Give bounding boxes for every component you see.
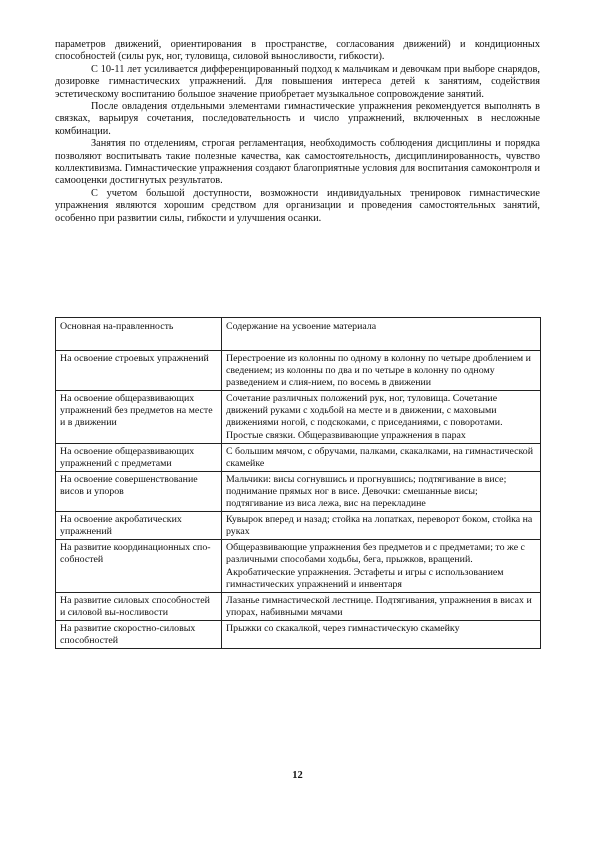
header-direction: Основная на-правленность [56,318,222,351]
body-text [55,39,540,225]
table-row [56,443,541,471]
content-cell: Общеразвивающие упражнения без предметов и с предметами; то же с различными способами ходьбы, бега, прыжков, вращений. Акробатические упражнения. Эстафеты и игры с использованием гимнастических упражнений и инвентаря [222,540,541,592]
direction-cell: На освоение общеразвивающих упражнений с предметами [56,443,222,471]
content-cell: С большим мячом, с обручами, палками, скакалками, на гимнастической скамейке [222,443,541,471]
content-table [55,317,541,649]
content-cell: Лазанье гимнастической лестнице. Подтягивания, упражнения в висах и упорах, набивными мячами [222,592,541,620]
direction-cell: На развитие координационных спо-собностей [56,540,222,592]
content-cell: Прыжки со скакалкой, через гимнастическую скамейку [222,620,541,648]
table-row [56,512,541,540]
header-content: Содержание на усвоение материала [222,318,541,351]
table-row [56,592,541,620]
content-cell: Мальчики: висы согнувшись и прогнувшись; подтягивание в висе; поднимание прямых ног в висе. Девочки: смешанные висы; подтягивание из виса лежа, вис на перекладине [222,471,541,511]
paragraph: параметров движений, ориентирования в пространстве, согласования движений) и кондиционных способностей (силы рук, ног, туловища, силовой выносливости, гибкости). [55,39,540,63]
table-row [56,540,541,592]
paragraph: Занятия по отделениям, строгая регламентация, необходимость соблюдения дисциплины и порядка позволяют воспитывать такие полезные качества, как самостоятельность, дисциплинированность, чувство коллективизма. Гимнастические упражнения создают благоприятные условия для воспитания самоконтроля и самооценки достигнутых результатов. [55,138,540,187]
content-cell: Перестроение из колонны по одному в колонну по четыре дроблением и сведением; из колонны по два и по четыре в колонну по одному разведением и слия-нием, по восемь в движении [222,351,541,391]
paragraph: С учетом большой доступности, возможности индивидуальных тренировок гимнастические упражнения являются хорошим средством для организации и проведения самостоятельных занятий, особенно при развитии силы, гибкости и улучшения осанки. [55,187,540,224]
direction-cell: На развитие силовых способностей и силовой вы-носливости [56,592,222,620]
paragraph: После овладения отдельными элементами гимнастические упражнения рекомендуется выполнять в связках, варьируя сочетания, последовательность и число упражнений, включенных в несложные комбинации. [55,101,540,137]
paragraph: С 10-11 лет усиливается дифференцированный подход к мальчикам и девочкам при выборе снарядов, дозировке гимнастических упражнений. Для повышения интереса детей к занятиям, содействия эстетическому воспитанию большое значение приобретает музыкальное сопровождение занятий. [55,63,540,100]
table-row [56,391,541,443]
content-cell: Сочетание различных положений рук, ног, туловища. Сочетание движений руками с ходьбой на месте и в движении, с маховыми движениями ногой, с подскоками, с приседаниями, с поворотами. Простые связки. Общеразвивающие упражнения в парах [222,391,541,443]
content-cell: Кувырок вперед и назад; стойка на лопатках, переворот боком, стойка на руках [222,512,541,540]
table-header-row [56,318,541,351]
page-number: 12 [292,770,303,781]
table-row [56,620,541,648]
direction-cell: На освоение строевых упражнений [56,351,222,391]
direction-cell: На освоение акробатических упражнений [56,512,222,540]
table-row [56,471,541,511]
direction-cell: На развитие скоростно-силовых способностей [56,620,222,648]
table-row [56,351,541,391]
direction-cell: На освоение общеразвивающих упражнений без предметов на месте и в движении [56,391,222,443]
direction-cell: На освоение совершенствование висов и упоров [56,471,222,511]
